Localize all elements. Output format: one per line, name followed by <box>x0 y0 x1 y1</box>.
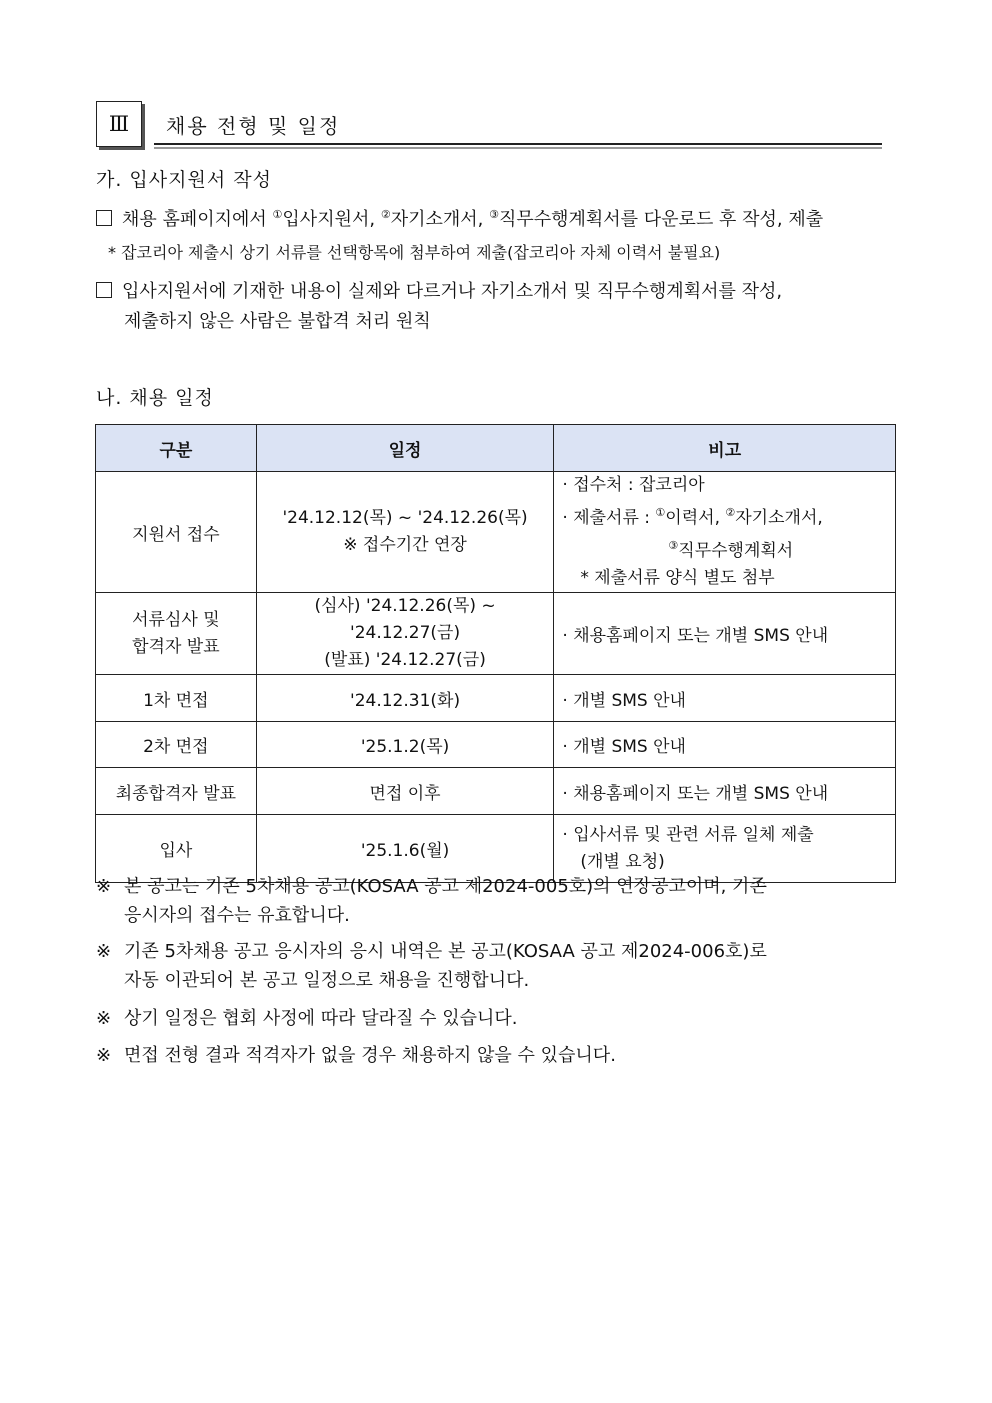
table-row <box>96 768 896 815</box>
table-row <box>96 472 896 593</box>
footnote-transfer <box>96 937 900 995</box>
footnote-schedule-change <box>96 1004 900 1033</box>
schedule-text: ※ 접수기간 연장 <box>343 535 467 555</box>
section-header <box>96 101 882 149</box>
bullet-text: 자기소개서, <box>390 209 490 230</box>
note-text: · 입사서류 및 관련 서류 일체 제출 <box>562 824 814 845</box>
table-cell: · 채용홈페이지 또는 개별 SMS 안내 <box>554 768 896 815</box>
table-row <box>96 593 896 675</box>
reference-mark: ※ <box>96 1008 112 1029</box>
table-cell <box>554 472 896 593</box>
note-text: 직무수행계획서 <box>678 541 794 561</box>
note-text: * 제출서류 양식 별도 첨부 <box>580 568 775 588</box>
circled-number: ② <box>380 208 391 221</box>
checkbox-square-icon <box>96 210 112 226</box>
table-cell: · 개별 SMS 안내 <box>554 722 896 768</box>
circled-number: ③ <box>489 208 499 221</box>
schedule-text: (발표) '24.12.27(금) <box>324 650 486 670</box>
table-row <box>96 722 896 768</box>
bullet-text: 입사지원서, <box>282 209 381 230</box>
table-cell: · 채용홈페이지 또는 개별 SMS 안내 <box>554 593 896 675</box>
section-title: 채용 전형 및 일정 <box>166 114 341 138</box>
note-text: (개별 요청) <box>580 851 665 872</box>
schedule-table <box>95 424 896 883</box>
table-cell: 지원서 접수 <box>96 472 257 593</box>
circled-number: ② <box>725 506 736 519</box>
schedule-text: '24.12.12(목) ~ '24.12.26(목) <box>282 508 528 528</box>
footnote-text: 응시자의 접수는 유효합니다. <box>124 905 350 926</box>
footnote-text: 기존 5차채용 공고 응시자의 응시 내역은 본 공고(KOSAA 공고 제2024-006호)로 <box>124 941 767 962</box>
column-header: 비고 <box>554 425 896 472</box>
bullet-download-forms <box>96 200 900 235</box>
schedule-text: (심사) '24.12.26(목) ~ '24.12.27(금) <box>314 596 496 643</box>
footnote-text: 본 공고는 기존 5차채용 공고(KOSAA 공고 제2024-005호)의 연장공고이며, 기존 <box>124 876 767 897</box>
category-text: 합격자 발표 <box>132 636 220 657</box>
table-cell: '25.1.6(월) <box>256 815 554 883</box>
bullet-text: 채용 홈페이지에서 <box>122 209 273 230</box>
note-text <box>562 499 887 532</box>
bullet-text: 입사지원서에 기재한 내용이 실제와 다르거나 자기소개서 및 직무수행계획서를 작성, <box>122 281 783 302</box>
reference-mark: ※ <box>96 1045 112 1066</box>
column-header: 구분 <box>96 425 257 472</box>
category-text: 서류심사 및 <box>132 609 220 630</box>
table-header-row <box>96 425 896 472</box>
reference-mark: ※ <box>96 876 112 897</box>
table-cell <box>96 593 257 675</box>
table-cell <box>256 593 554 675</box>
table-row <box>96 675 896 722</box>
table-cell: 최종합격자 발표 <box>96 768 257 815</box>
footnote-extension <box>96 872 900 930</box>
section-underline <box>154 143 882 145</box>
footnote-text: 상기 일정은 협회 사정에 따라 달라질 수 있습니다. <box>124 1008 518 1029</box>
circled-number: ① <box>655 506 666 519</box>
note-text: 자기소개서, <box>735 508 823 528</box>
footnote-text: 자동 이관되어 본 공고 일정으로 채용을 진행합니다. <box>124 970 530 991</box>
bullet-false-info <box>96 277 900 337</box>
table-cell: 1차 면접 <box>96 675 257 722</box>
footnote-text: 면접 전형 결과 적격자가 없을 경우 채용하지 않을 수 있습니다. <box>124 1045 616 1066</box>
heading-application-form: 가. 입사지원서 작성 <box>96 169 272 191</box>
section-number: Ⅲ <box>96 101 142 147</box>
table-cell <box>256 472 554 593</box>
note-text: · 접수처 : 잡코리아 <box>562 475 705 495</box>
table-cell: '24.12.31(화) <box>256 675 554 722</box>
table-cell: 2차 면접 <box>96 722 257 768</box>
column-header: 일정 <box>256 425 554 472</box>
section-underline-shadow <box>154 147 882 149</box>
bullet-text: 직무수행계획서를 다운로드 후 작성, 제출 <box>498 209 824 230</box>
table-cell: 입사 <box>96 815 257 883</box>
checkbox-square-icon <box>96 282 112 298</box>
bullet-text: 제출하지 않은 사람은 불합격 처리 원칙 <box>124 311 431 332</box>
footnote-no-hire <box>96 1041 900 1070</box>
note-text: 이력서, <box>665 508 726 528</box>
table-cell: 면접 이후 <box>256 768 554 815</box>
table-cell: '25.1.2(목) <box>256 722 554 768</box>
table-cell: · 개별 SMS 안내 <box>554 675 896 722</box>
reference-mark: ※ <box>96 941 112 962</box>
heading-schedule: 나. 채용 일정 <box>96 387 214 409</box>
note-text: · 제출서류 : <box>562 508 656 528</box>
note-text <box>562 532 887 565</box>
circled-number: ③ <box>668 539 679 552</box>
circled-number: ① <box>272 208 283 221</box>
jobkorea-note: * 잡코리아 제출시 상기 서류를 선택항목에 첨부하여 제출(잡코리아 자체 이력서 불필요) <box>108 243 721 262</box>
